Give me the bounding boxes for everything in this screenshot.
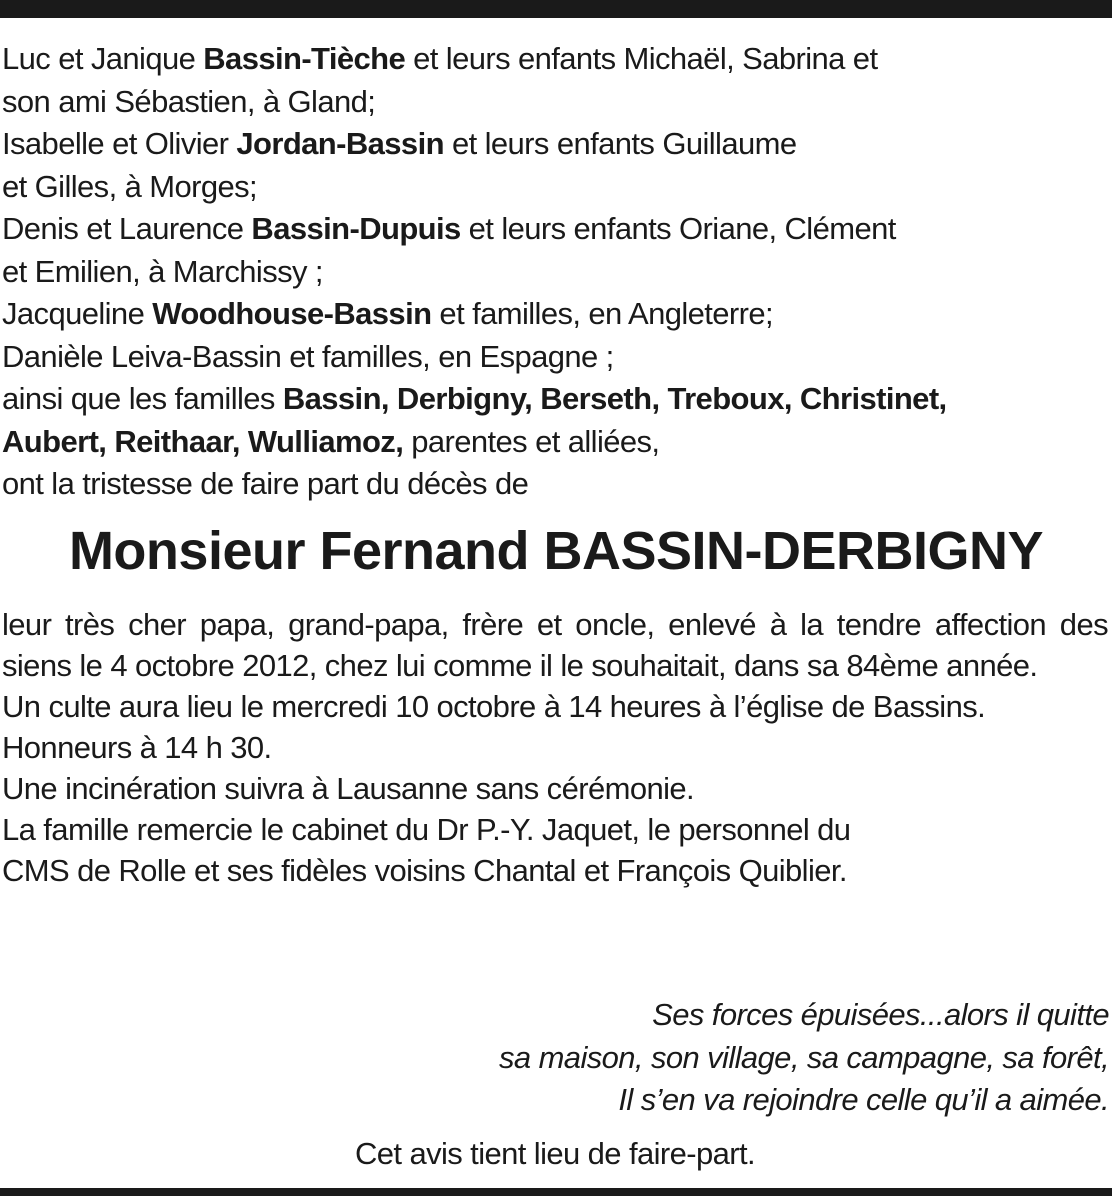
family-name: Bassin-Dupuis — [251, 211, 461, 246]
family-line — [2, 123, 1108, 166]
family-line — [2, 336, 1108, 379]
bottom-border-rule — [0, 1188, 1112, 1196]
announcement-body — [2, 604, 1108, 891]
family-line — [2, 166, 1108, 209]
family-line-text: parentes et alliées, — [403, 423, 660, 459]
family-line-text: et Gilles, à Morges; — [2, 168, 258, 204]
thanks-line: CMS de Rolle et ses fidèles voisins Chantal et François Quiblier. — [2, 853, 847, 888]
family-name: Aubert, Reithaar, Wulliamoz, — [2, 423, 404, 459]
family-line — [2, 421, 1108, 464]
family-line-text: son ami Sébastien, à Gland; — [2, 83, 376, 119]
family-line-text: et leurs enfants Michaël, Sabrina et — [405, 41, 878, 76]
family-line-text: Luc et Janique — [2, 41, 204, 76]
family-name: Jordan-Bassin — [236, 126, 444, 161]
closing-note: Cet avis tient lieu de faire-part. — [354, 1136, 756, 1171]
family-line — [2, 251, 1108, 294]
family-line-text: Denis et Laurence — [2, 211, 252, 246]
family-line-text: Danièle Leiva-Bassin et familles, en Espagne ; — [2, 338, 614, 374]
family-line — [2, 463, 1108, 506]
poem-line: Il s’en va rejoindre celle qu’il a aimée. — [618, 1082, 1109, 1117]
honours-line: Honneurs à 14 h 30. — [2, 730, 272, 765]
family-line-text: Isabelle et Olivier — [2, 126, 237, 161]
family-line-text: et Emilien, à Marchissy ; — [2, 253, 323, 289]
poem-line: Ses forces épuisées...alors il quitte — [652, 997, 1109, 1032]
deceased-name-heading: Monsieur Fernand BASSIN-DERBIGNY — [68, 521, 1044, 581]
poem-line: sa maison, son village, sa campagne, sa forêt, — [499, 1039, 1109, 1075]
family-line — [2, 38, 1108, 81]
family-line-text: ont la tristesse de faire part du décès de — [2, 466, 529, 501]
family-announcement — [2, 38, 1108, 506]
top-border-rule — [0, 0, 1112, 18]
family-line-text: Jacqueline — [2, 296, 153, 331]
service-paragraph: Un culte aura lieu le mercredi 10 octobre à 14 heures à l’église de Bassins. — [2, 689, 986, 724]
family-line — [2, 293, 1108, 336]
family-line — [2, 81, 1108, 124]
family-line — [2, 208, 1108, 251]
family-line — [2, 378, 1108, 421]
family-line-text: et leurs enfants Oriane, Clément — [460, 211, 896, 246]
family-name: Woodhouse-Bassin — [152, 296, 432, 331]
family-line-text: ainsi que les familles — [2, 381, 283, 416]
cremation-line: Une incinération suivra à Lausanne sans cérémonie. — [2, 771, 695, 806]
family-name: Bassin, Derbigny, Berseth, Treboux, Christinet, — [282, 381, 947, 416]
family-line-text: et leurs enfants Guillaume — [443, 126, 797, 161]
tribute-paragraph: leur très cher papa, grand-papa, frère et oncle, enlevé à la tendre affection des siens le 4 octobre 2012, chez lui comme il le souhaitait, dans sa 84ème année. — [2, 607, 1108, 683]
family-line-text: et familles, en Angleterre; — [431, 296, 774, 331]
poem-verse — [209, 994, 1109, 1122]
family-name: Bassin-Tièche — [203, 41, 406, 76]
thanks-line: La famille remercie le cabinet du Dr P.-Y. Jaquet, le personnel du — [2, 812, 851, 847]
